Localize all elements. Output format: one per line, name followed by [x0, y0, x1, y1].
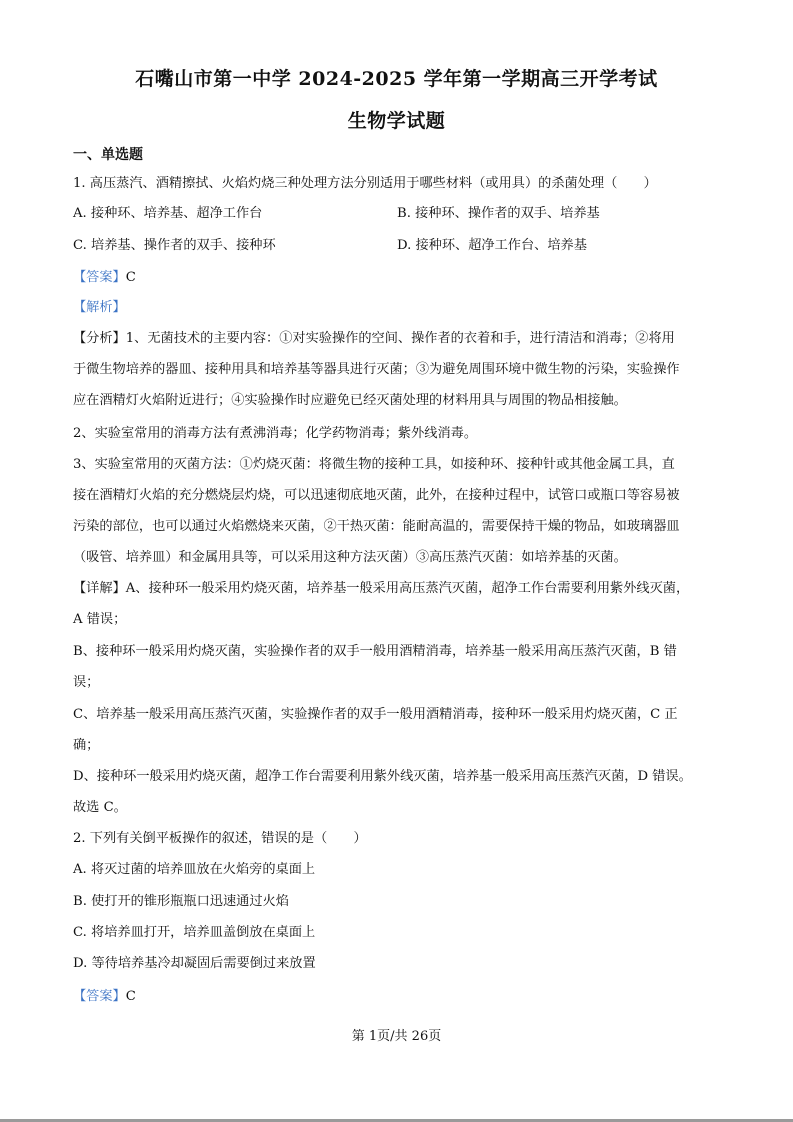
analysis-line: 接在酒精灯火焰的充分燃烧层灼烧，可以迅速彻底地灭菌，此外，在接种过程中，试管口或瓶口等容易被	[73, 488, 680, 503]
analysis-line: 污染的部位，也可以通过火焰燃烧来灭菌，②干热灭菌：能耐高温的，需要保持干燥的物品，如玻璃器皿	[73, 519, 680, 534]
question-2-stem: 2. 下列有关倒平板操作的叙述，错误的是（ ）	[73, 831, 367, 846]
detail-line: D、接种环一般采用灼烧灭菌，超净工作台需要利用紫外线灭菌，培养基一般采用高压蒸汽灭菌，D 错误。	[73, 769, 692, 784]
detail-line: A 错误；	[73, 612, 127, 627]
detail-line: B、接种环一般采用灼烧灭菌，实验操作者的双手一般用酒精消毒，培养基一般采用高压蒸汽灭菌，B 错	[73, 644, 677, 659]
exam-title: 石嘴山市第一中学 2024-2025 学年第一学期高三开学考试	[135, 68, 658, 90]
analysis-line: 3、实验室常用的灭菌方法：①灼烧灭菌：将微生物的接种工具，如接种环、接种针或其他金属工具，直	[73, 457, 675, 472]
analysis-line: 【分析】1、无菌技术的主要内容：①对实验操作的空间、操作者的衣着和手，进行清洁和消毒；②将用	[73, 331, 675, 346]
q1-option-d: D. 接种环、超净工作台、培养基	[397, 238, 587, 253]
analysis-line: 于微生物培养的器皿、接种用具和培养基等器具进行灭菌；③为避免周围环境中微生物的污染，实验操作	[73, 362, 680, 377]
answer-value: C	[125, 989, 136, 1004]
detail-line: 误；	[73, 675, 100, 690]
q2-option-a: A. 将灭过菌的培养皿放在火焰旁的桌面上	[73, 862, 316, 877]
section-heading: 一、单选题	[73, 147, 143, 163]
answer-label: 【答案】	[73, 989, 126, 1004]
analysis-line: 应在酒精灯火焰附近进行；④实验操作时应避免已经灭菌处理的材料用具与周围的物品相接触。	[73, 393, 627, 408]
q2-answer	[73, 988, 136, 1006]
q1-option-b: B. 接种环、操作者的双手、培养基	[397, 206, 600, 221]
exam-subtitle: 生物学试题	[347, 110, 446, 132]
answer-value: C	[125, 270, 136, 285]
analysis-line: （吸管、培养皿）和金属用具等，可以采用这种方法灭菌）③高压蒸汽灭菌：如培养基的灭菌。	[73, 550, 627, 565]
q1-option-c: C. 培养基、操作者的双手、接种环	[73, 238, 276, 253]
detail-line: 确；	[73, 738, 100, 753]
q1-answer	[73, 269, 136, 287]
conclusion-line: 故选 C。	[73, 800, 127, 815]
detail-line: C、培养基一般采用高压蒸汽灭菌，实验操作者的双手一般用酒精消毒，接种环一般采用灼烧灭菌，C 正	[73, 707, 678, 722]
detail-line: 【详解】A、接种环一般采用灼烧灭菌，培养基一般采用高压蒸汽灭菌，超净工作台需要利用紫外线灭菌，	[73, 581, 690, 596]
page-footer: 第 1页/共 26页	[351, 1029, 442, 1044]
q1-analysis-label: 【解析】	[73, 300, 126, 315]
question-1-stem: 1. 高压蒸汽、酒精擦拭、火焰灼烧三种处理方法分别适用于哪些材料（或用具）的杀菌处理（ ）	[73, 176, 657, 191]
q1-option-a: A. 接种环、培养基、超净工作台	[73, 206, 263, 221]
q2-option-b: B. 使打开的锥形瓶瓶口迅速通过火焰	[73, 894, 289, 909]
answer-label: 【答案】	[73, 270, 126, 285]
q2-option-c: C. 将培养皿打开，培养皿盖倒放在桌面上	[73, 925, 316, 940]
analysis-line: 2、实验室常用的消毒方法有煮沸消毒；化学药物消毒；紫外线消毒。	[73, 426, 478, 441]
q2-option-d: D. 等待培养基冷却凝固后需要倒过来放置	[73, 956, 316, 971]
